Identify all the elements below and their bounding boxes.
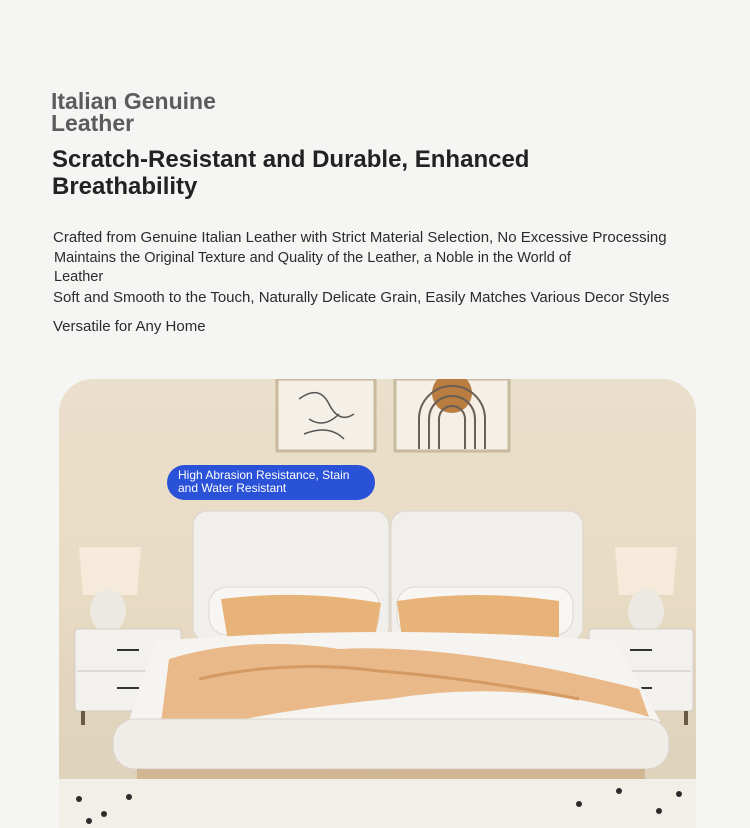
wall-art-left: [277, 379, 375, 451]
feature-kicker: Italian Genuine Leather: [51, 88, 216, 136]
description-line-4: Versatile for Any Home: [53, 318, 206, 335]
bedroom-product-photo: [59, 379, 696, 828]
rug-pattern: [59, 779, 696, 828]
feature-badge: High Abrasion Resistance, Stain and Water Resistant: [167, 465, 375, 500]
feature-headline: Scratch-Resistant and Durable, Enhanced Breathability: [52, 146, 530, 200]
description-line-3: Soft and Smooth to the Touch, Naturally Delicate Grain, Easily Matches Various Decor Styles: [53, 289, 670, 306]
bed-frame-base: [113, 719, 669, 779]
description-line-2: Maintains the Original Texture and Quality of the Leather, a Noble in the World of Leather: [54, 250, 571, 285]
right-lamp: [615, 547, 677, 633]
wall-art-right: [395, 379, 509, 451]
left-lamp: [79, 547, 141, 633]
description-line-1: Crafted from Genuine Italian Leather with Strict Material Selection, No Excessive Processing: [53, 229, 667, 246]
